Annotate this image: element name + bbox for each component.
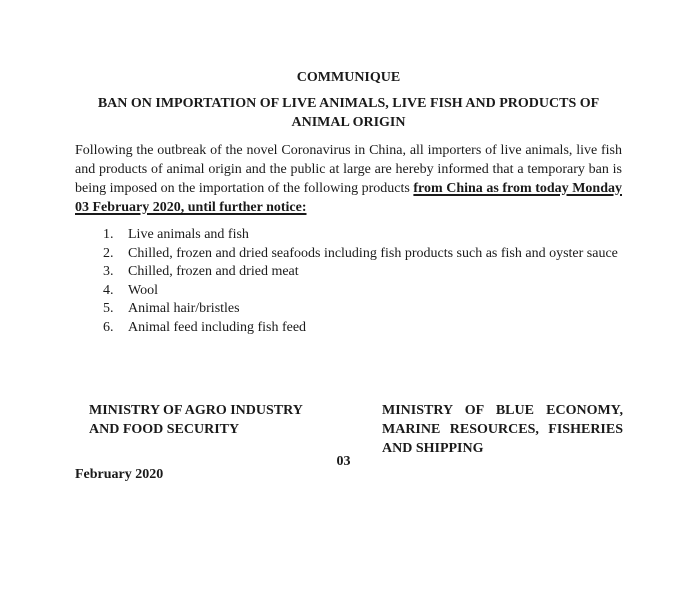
list-item (103, 319, 640, 338)
list-item-text: Animal feed including fish feed (128, 319, 307, 335)
ministry-left-line: MINISTRY OF AGRO INDUSTRY (89, 403, 303, 418)
list-item (103, 263, 640, 282)
list-item-text: Wool (128, 282, 158, 298)
document-date: February 2020 (75, 467, 164, 482)
ministry-agro-industry (89, 401, 321, 439)
ministry-right-line: MINISTRY OF BLUE ECONOMY, (382, 403, 623, 418)
list-item-text: Live animals and fish (128, 227, 249, 242)
ministry-right-line: MARINE RESOURCES, FISHERIES (382, 422, 623, 437)
banned-items-list (103, 226, 640, 337)
page-number: 03 (336, 454, 351, 469)
intro-paragraph (75, 141, 622, 217)
intro-paragraph-emphasis: from China as from today Monday 03 February 2020, until further notice: (75, 181, 622, 215)
ministry-blue-economy (382, 401, 623, 458)
list-item-text: Animal hair/bristles (128, 301, 240, 316)
list-item-number: 5. (103, 301, 114, 316)
list-item (103, 226, 640, 245)
ministry-right-line: AND SHIPPING (382, 441, 484, 456)
list-item-text: Chilled, frozen and dried seafoods including fish products such as fish and oyster sauce (128, 245, 618, 261)
list-item (103, 245, 640, 264)
ministry-left-line: AND FOOD SECURITY (89, 422, 240, 437)
page-title: COMMUNIQUE (296, 70, 401, 85)
list-item-number: 3. (103, 264, 114, 279)
list-item-number: 1. (103, 227, 114, 242)
list-item-number: 4. (103, 282, 114, 298)
list-item-number: 2. (103, 245, 114, 261)
document-heading: BAN ON IMPORTATION OF LIVE ANIMALS, LIVE FISH AND PRODUCTS OF ANIMAL ORIGIN (97, 96, 600, 130)
intro-paragraph-normal: Following the outbreak of the novel Coronavirus in China, all importers of live animals, live fish and products of animal origin and the public at large are hereby informed that a temporary ban is being imposed on the importation of the following products (75, 143, 622, 196)
list-item-number: 6. (103, 319, 114, 335)
list-item (103, 300, 640, 319)
list-item-text: Chilled, frozen and dried meat (128, 264, 299, 279)
list-item (103, 282, 640, 301)
